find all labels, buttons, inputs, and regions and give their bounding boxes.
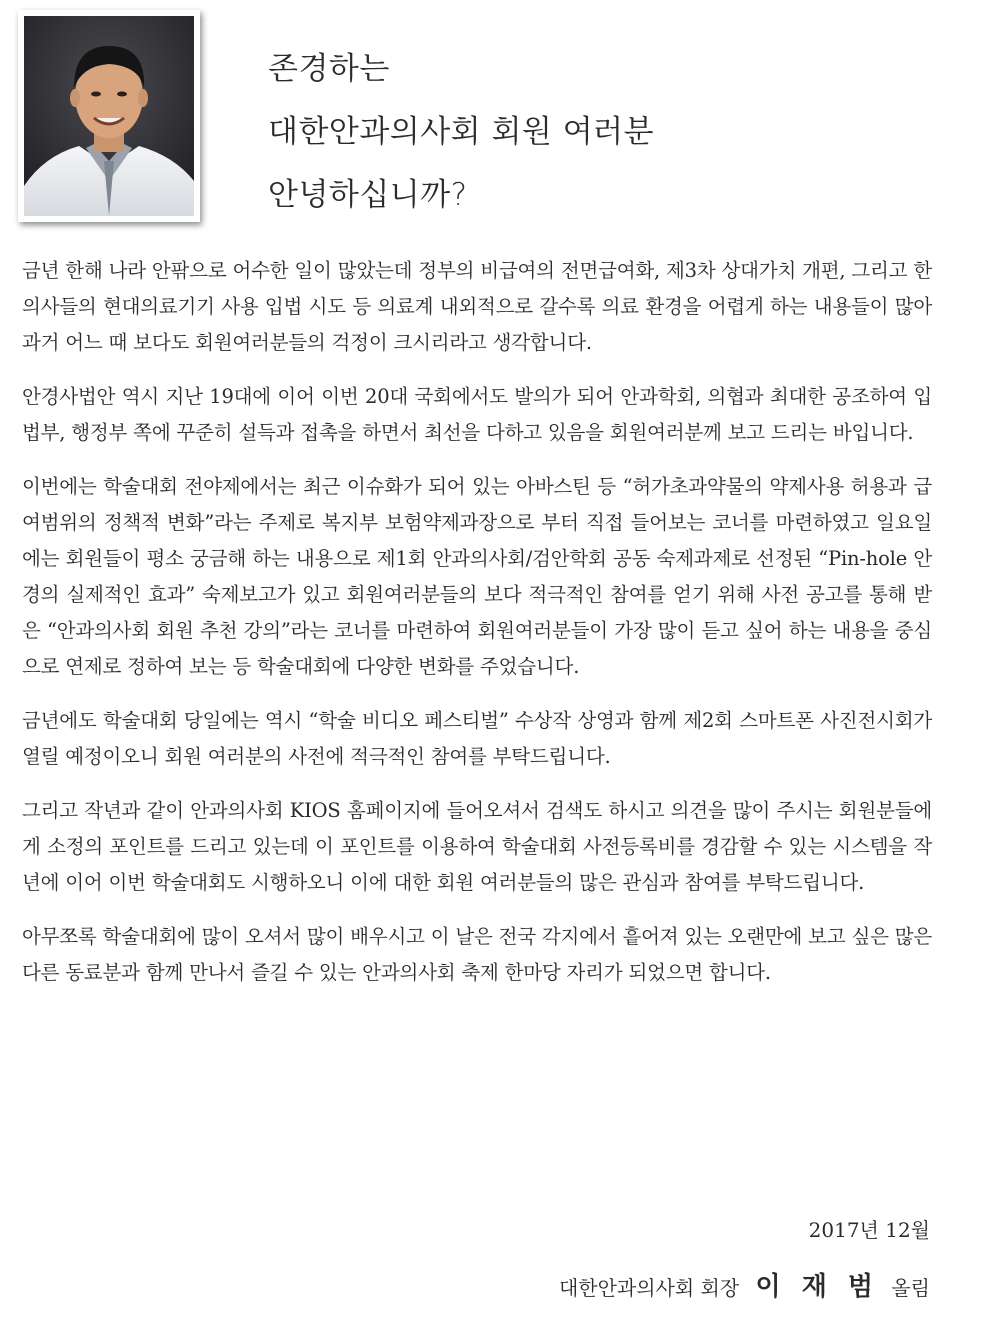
salutation-line-2: 대한안과의사회 회원 여러분 [268,114,655,150]
paragraph: 금년에도 학술대회 당일에는 역시 “학술 비디오 페스티벌” 수상작 상영과 함께 제2회 스마트폰 사진전시회가 열릴 예정이오니 회원 여러분의 사전에 적극적인 참여를 부탁드립니다. [22,709,932,768]
paragraph: 아무쪼록 학술대회에 많이 오셔서 많이 배우시고 이 날은 전국 각지에서 흩어져 있는 오랜만에 보고 싶은 많은 다른 동료분과 함께 만나서 즐길 수 있는 안과의사회 축제 한마당 자리가 되었으면 합니다. [22,925,933,984]
portrait-photo-icon [24,16,194,216]
paragraph: 안경사법안 역시 지난 19대에 이어 이번 20대 국회에서도 발의가 되어 안과학회, 의협과 최대한 공조하여 입법부, 행정부 쪽에 꾸준히 설득과 접촉을 하면서 최선을 다하고 있음을 회원여러분께 보고 드리는 바입니다. [22,385,932,444]
salutation-line-3: 안녕하십니까? [268,177,468,213]
letter-date: 2017년 12월 [808,1218,930,1242]
signature [559,1266,930,1303]
signature-closing: 올림 [891,1276,930,1300]
salutation-line-1: 존경하는 [268,51,390,87]
paragraph: 그리고 작년과 같이 안과의사회 KIOS 홈페이지에 들어오셔서 검색도 하시고 의견을 많이 주시는 회원분들에게 소정의 포인트를 드리고 있는데 이 포인트를 이용하여 학술대회 사전등록비를 경감할 수 있는 시스템을 작년에 이어 이번 학술대회도 시행하오니 이에 대한 회원 여러분들의 많은 관심과 참여를 부탁드립니다. [22,799,932,894]
paragraph: 이번에는 학술대회 전야제에서는 최근 이슈화가 되어 있는 아바스틴 등 “허가초과약물의 약제사용 허용과 급여범위의 정책적 변화”라는 주제로 복지부 보험약제과장으로 부터 직접 들어보는 코너를 마련하였고 일요일에는 회원들이 평소 궁금해 하는 내용으로 제1회 안과의사회/검안학회 공동 숙제과제로 선정된 “Pin-hole 안경의 실제적인 효과” 숙제보고가 있고 회원여러분들의 보다 적극적인 참여를 얻기 위해 사전 공고를 통해 받은 “안과의사회 회원 추천 강의”라는 코너를 마련하여 회원여러분들이 가장 많이 듣고 싶어 하는 내용을 중심으로 연제로 정하여 보는 등 학술대회에 다양한 변화를 주었습니다. [22,475,932,678]
letter-body [22,253,932,1009]
signature-title: 대한안과의사회 회장 [558,1276,740,1300]
salutation [268,38,968,227]
president-portrait [18,10,200,222]
signature-name: 이 재 범 [755,1272,879,1302]
paragraph: 금년 한해 나라 안팎으로 어수한 일이 많았는데 정부의 비급여의 전면급여화, 제3차 상대가치 개편, 그리고 한의사들의 현대의료기기 사용 입법 시도 등 의료계 내외적으로 갈수록 의료 환경을 어렵게 하는 내용들이 많아 과거 어느 때 보다도 회원여러분들의 걱정이 크시리라고 생각합니다. [22,259,932,354]
